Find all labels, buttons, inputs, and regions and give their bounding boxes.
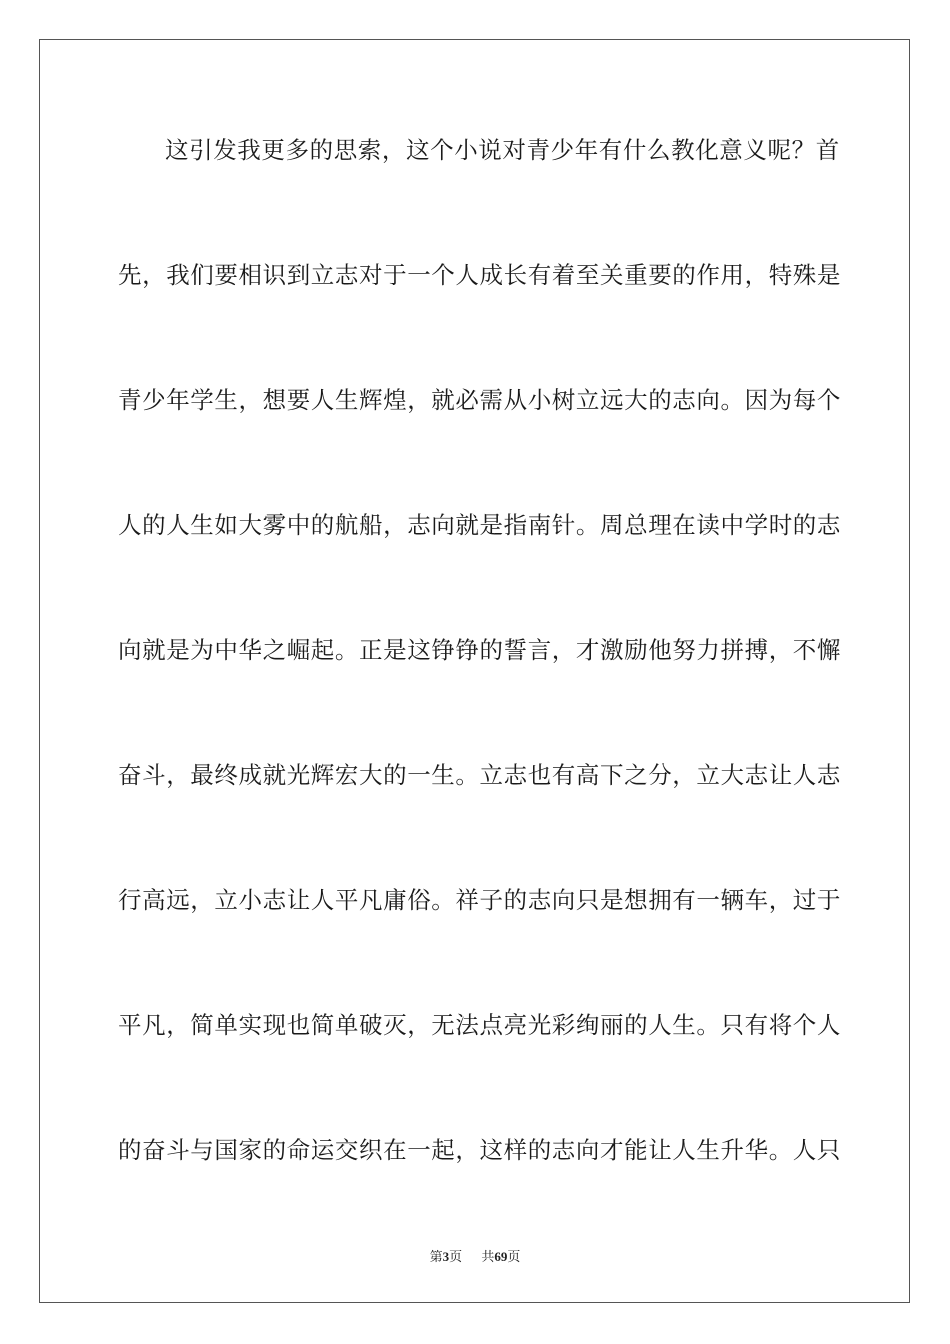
paragraph-line-1: 这引发我更多的思索，这个小说对青少年有什么教化意义呢？首: [165, 136, 840, 164]
paragraph-line-7: 行高远，立小志让人平凡庸俗。祥子的志向只是想拥有一辆车，过于: [118, 886, 841, 914]
page-suffix: 页: [449, 1249, 463, 1264]
total-suffix: 页: [507, 1249, 521, 1264]
page-number: 3: [442, 1249, 450, 1264]
page-prefix: 第: [429, 1249, 443, 1264]
total-pages-indicator: [481, 1249, 520, 1264]
paragraph-line-4: 人的人生如大雾中的航船，志向就是指南针。周总理在读中学时的志: [118, 511, 841, 539]
paragraph-line-8: 平凡，简单实现也简单破灭，无法点亮光彩绚丽的人生。只有将个人: [118, 1011, 841, 1039]
page-footer: [0, 1246, 950, 1265]
total-pages: 69: [494, 1249, 508, 1264]
total-prefix: 共: [481, 1249, 495, 1264]
paragraph-line-5: 向就是为中华之崛起。正是这铮铮的誓言，才激励他努力拼搏，不懈: [118, 636, 841, 664]
paragraph-line-6: 奋斗，最终成就光辉宏大的一生。立志也有高下之分，立大志让人志: [118, 761, 841, 789]
paragraph-line-9: 的奋斗与国家的命运交织在一起，这样的志向才能让人生升华。人只: [118, 1136, 841, 1164]
page-indicator: [430, 1249, 463, 1264]
paragraph-line-2: 先，我们要相识到立志对于一个人成长有着至关重要的作用，特殊是: [118, 261, 841, 289]
paragraph-line-3: 青少年学生，想要人生辉煌，就必需从小树立远大的志向。因为每个: [118, 386, 841, 414]
page-border: [39, 39, 910, 1303]
